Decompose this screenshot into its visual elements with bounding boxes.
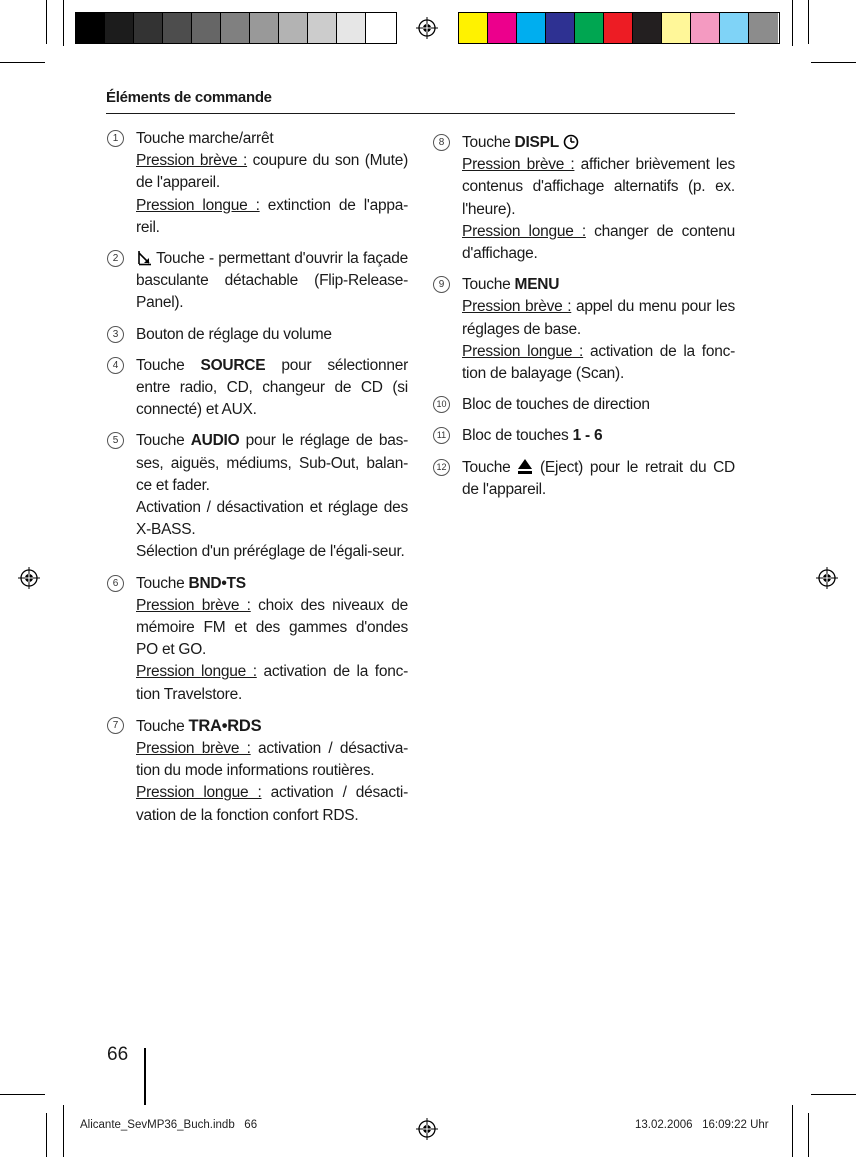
press-text: activation / désactiva-tion du mode informations routières. <box>136 740 408 780</box>
press-label: Pression brève : <box>136 740 251 758</box>
press-text: activation de la fonc-tion de balayage (Scan). <box>462 342 735 383</box>
color-swatch <box>279 13 308 43</box>
item-number: 10 <box>433 396 450 413</box>
item-number: 11 <box>433 427 450 444</box>
file-slug: Alicante_SevMP36_Buch.indb 66 <box>80 1119 258 1131</box>
crop-mark <box>811 1094 856 1095</box>
flip-release-icon <box>136 250 152 266</box>
crop-mark <box>63 0 64 46</box>
process-color-bar <box>458 12 780 44</box>
item-paragraph <box>462 296 735 340</box>
crop-mark <box>811 62 856 63</box>
right-column <box>433 132 735 510</box>
press-label: Pression longue : <box>462 342 584 360</box>
press-label: Pression longue : <box>136 663 257 681</box>
left-column <box>107 128 408 836</box>
press-label: Pression longue : <box>136 784 262 802</box>
color-swatch <box>337 13 366 43</box>
crop-mark <box>63 1105 64 1157</box>
key-name: 1 - 6 <box>572 427 603 445</box>
color-swatch <box>134 13 163 43</box>
item-title <box>136 573 408 595</box>
color-swatch <box>76 13 105 43</box>
press-label: Pression brève : <box>136 152 248 170</box>
color-swatch <box>459 13 488 43</box>
crop-mark <box>0 1094 45 1095</box>
registration-mark-icon <box>816 567 838 589</box>
item-text: pour le réglage de bas-ses, aiguës, médiums, Sub-Out, balan-ce et fader. <box>136 432 408 494</box>
color-swatch <box>192 13 221 43</box>
item-paragraph <box>462 457 735 501</box>
item-paragraph <box>462 221 735 265</box>
item-text: Touche <box>136 356 201 374</box>
item-text: Bloc de touches de direction <box>462 396 650 414</box>
press-label: Pression longue : <box>136 196 260 214</box>
crop-mark <box>46 0 47 44</box>
list-item-2 <box>107 248 408 315</box>
item-paragraph <box>136 355 408 422</box>
item-paragraph <box>462 425 735 447</box>
press-text: extinction de l'appa-reil. <box>136 196 408 236</box>
item-number: 7 <box>107 717 124 734</box>
list-item-6 <box>107 573 408 706</box>
key-name: SOURCE <box>200 356 266 374</box>
color-swatch <box>546 13 575 43</box>
list-item-7 <box>107 715 408 827</box>
registration-mark-icon <box>18 567 40 589</box>
press-label: Pression brève : <box>462 298 572 316</box>
item-paragraph <box>136 782 408 826</box>
item-number: 4 <box>107 357 124 374</box>
list-item-3 <box>107 324 408 346</box>
item-paragraph <box>136 595 408 662</box>
header-rule <box>106 113 735 114</box>
registration-mark-icon <box>416 17 438 39</box>
list-item-9 <box>433 274 735 385</box>
color-swatch <box>488 13 517 43</box>
item-text: Bloc de touches <box>462 427 573 445</box>
item-paragraph: Activation / désactivation et réglage des X-BASS. <box>136 499 408 539</box>
color-swatch <box>633 13 662 43</box>
item-number: 2 <box>107 250 124 267</box>
item-paragraph <box>136 195 408 239</box>
item-text: Touche - permettant d'ouvrir la façade basculante détachable (Flip-Release-Panel). <box>136 250 408 312</box>
item-text: pour sélectionner entre radio, CD, changeur de CD (si connecté) et AUX. <box>136 356 408 419</box>
color-swatch <box>221 13 250 43</box>
press-label: Pression longue : <box>462 222 586 240</box>
eject-icon <box>517 458 533 475</box>
color-swatch <box>105 13 134 43</box>
item-number: 6 <box>107 575 124 592</box>
press-text: activation de la fonc-tion Travelstore. <box>136 663 408 703</box>
crop-mark <box>0 62 45 63</box>
item-paragraph <box>136 248 408 315</box>
list-item-12 <box>433 457 735 501</box>
list-item-8 <box>433 132 735 265</box>
item-paragraph <box>462 154 735 221</box>
item-title: Touche marche/arrêt <box>136 130 274 147</box>
item-number: 9 <box>433 276 450 293</box>
item-paragraph <box>136 150 408 194</box>
color-swatch <box>308 13 337 43</box>
item-paragraph <box>136 661 408 705</box>
press-text: changer de contenu d'affichage. <box>462 222 735 263</box>
color-swatch <box>749 13 778 43</box>
list-item-1 <box>107 128 408 239</box>
key-name: DISPL <box>514 134 559 151</box>
item-paragraph <box>136 430 408 497</box>
item-text: Touche <box>136 432 191 450</box>
item-text: Touche <box>136 717 189 735</box>
press-label: Pression brève : <box>462 156 575 174</box>
date-slug: 13.02.2006 16:09:22 Uhr <box>635 1119 769 1131</box>
list-item-11 <box>433 425 735 447</box>
list-item-4 <box>107 355 408 422</box>
grayscale-color-bar <box>75 12 397 44</box>
section-header: Éléments de commande <box>106 89 272 106</box>
color-swatch <box>575 13 604 43</box>
item-paragraph <box>462 341 735 385</box>
item-number: 3 <box>107 326 124 343</box>
color-swatch <box>517 13 546 43</box>
item-text: Touche <box>136 574 189 592</box>
crop-mark <box>808 0 809 44</box>
item-text: (Eject) pour le retrait du CD de l'appareil. <box>462 458 735 498</box>
item-number: 1 <box>107 130 124 147</box>
item-text: Touche <box>462 276 515 294</box>
crop-mark <box>46 1113 47 1157</box>
registration-mark-icon <box>416 1118 438 1140</box>
press-text: afficher brièvement les contenus d'affichage alternatifs (p. ex. l'heure). <box>462 156 735 218</box>
key-name: AUDIO <box>190 432 240 450</box>
item-text: Touche <box>462 458 518 476</box>
item-number: 12 <box>433 459 450 476</box>
list-item-5 <box>107 430 408 563</box>
crop-mark <box>808 1113 809 1157</box>
item-title <box>462 274 735 296</box>
item-title <box>136 715 408 738</box>
color-swatch <box>691 13 720 43</box>
list-item-10 <box>433 394 735 416</box>
crop-mark <box>792 0 793 46</box>
color-swatch <box>366 13 395 43</box>
item-text: Touche <box>462 134 515 151</box>
press-text: activation / désacti-vation de la fonction confort RDS. <box>136 784 408 824</box>
item-title <box>462 132 735 154</box>
item-text: Bouton de réglage du volume <box>136 325 332 343</box>
press-text: coupure du son (Mute) de l'appareil. <box>136 152 408 192</box>
crop-mark <box>792 1105 793 1157</box>
footer-divider <box>144 1048 146 1105</box>
item-paragraph: Sélection d'un préréglage de l'égali-seur. <box>136 543 405 561</box>
key-name: TRA•RDS <box>188 716 262 735</box>
item-number: 5 <box>107 432 124 449</box>
item-number: 8 <box>433 134 450 151</box>
press-text: appel du menu pour les réglages de base. <box>462 298 735 338</box>
color-swatch <box>163 13 192 43</box>
color-swatch <box>250 13 279 43</box>
color-swatch <box>604 13 633 43</box>
page-number: 66 <box>107 1044 129 1065</box>
clock-icon <box>563 134 579 150</box>
key-name: BND•TS <box>188 574 246 592</box>
key-name: MENU <box>514 276 560 294</box>
item-paragraph <box>136 738 408 782</box>
press-label: Pression brève : <box>136 596 251 614</box>
color-swatch <box>662 13 691 43</box>
color-swatch <box>720 13 749 43</box>
press-text: choix des niveaux de mémoire FM et des gammes d'ondes PO et GO. <box>136 596 408 659</box>
